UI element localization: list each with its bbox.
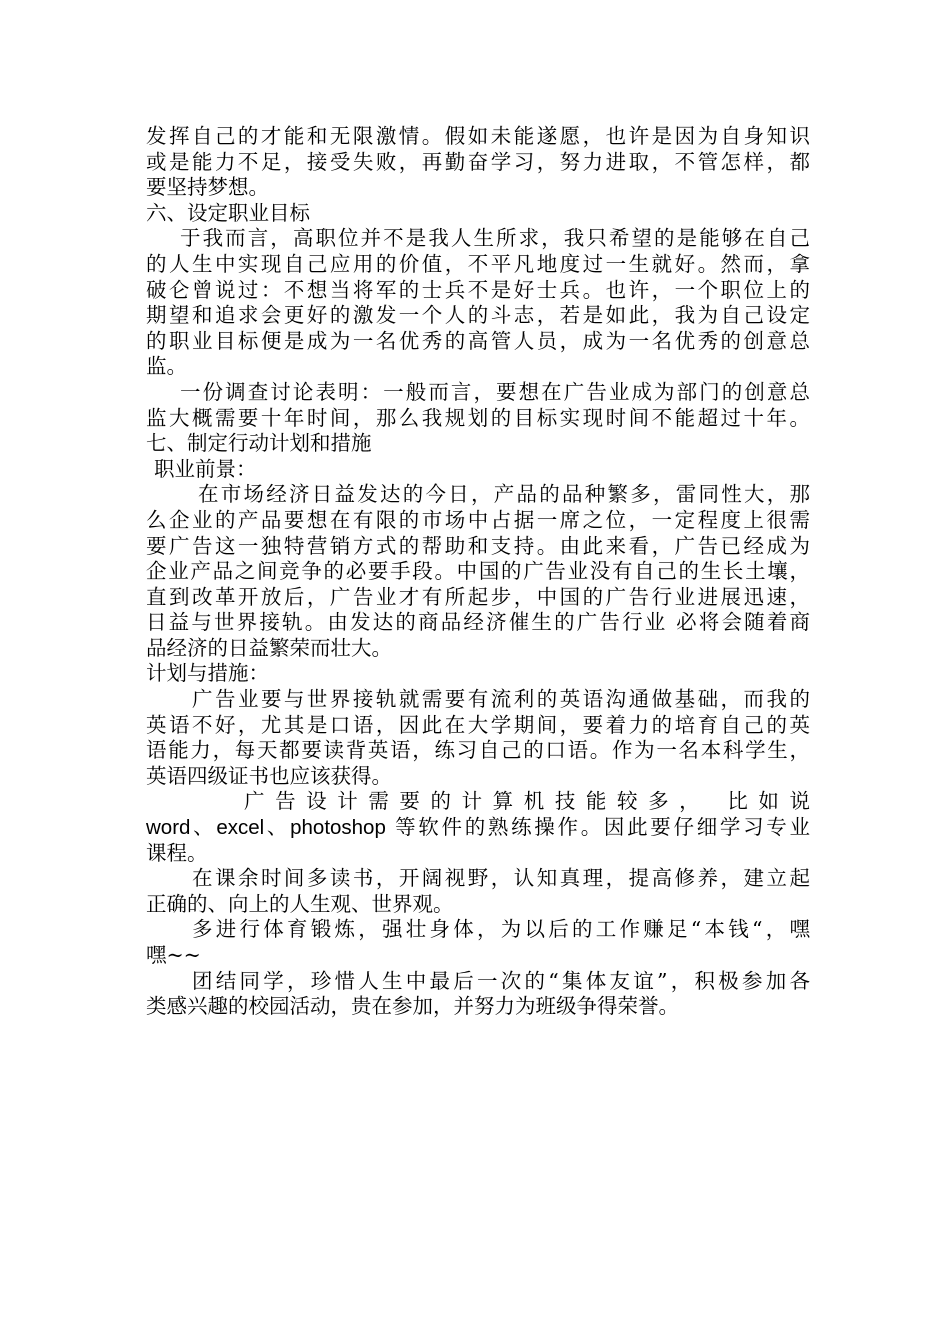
text-line: 计划与措施： bbox=[146, 661, 269, 686]
text-line: 监。 bbox=[146, 354, 187, 379]
text-line: 期望和追求会更好的激发一个人的斗志，若是如此，我为自己设定 bbox=[146, 303, 810, 328]
text-line: 类感兴趣的校园活动，贵在参加，并努力为班级争得荣誉。 bbox=[146, 994, 679, 1019]
text-line: 破仑曾说过：不想当将军的士兵不是好士兵。也许，一个职位上的 bbox=[146, 277, 810, 302]
text-line: 课程。 bbox=[146, 840, 208, 865]
text-line: 正确的、向上的人生观、世界观。 bbox=[146, 891, 454, 916]
text-line: 或是能力不足，接受失败，再勤奋学习，努力进取，不管怎样，都 bbox=[146, 149, 810, 174]
text-line: 于我而言，高职位并不是我人生所求，我只希望的是能够在自己 bbox=[180, 226, 810, 251]
text-line: 广告设计需要的计算机技能较多， 比如说 bbox=[244, 789, 810, 814]
text-line: 英语四级证书也应该获得。 bbox=[146, 763, 392, 788]
document-body bbox=[146, 124, 810, 1020]
text-line: 日益与世界接轨。由发达的商品经济催生的广告行业 必将会随着商 bbox=[146, 610, 810, 635]
text-line: 企业产品之间竞争的必要手段。中国的广告业没有自己的生长土壤， bbox=[146, 559, 810, 584]
text-line: 六、设定职业目标 bbox=[146, 200, 310, 225]
text-line: 嘿~~ bbox=[146, 943, 201, 967]
text-line: 么企业的产品要想在有限的市场中占据一席之位，一定程度上很需 bbox=[146, 507, 810, 532]
text-line: 品经济的日益繁荣而壮大。 bbox=[146, 635, 392, 660]
text-line: word、excel、photoshop 等软件的熟练操作。因此要仔细学习专业 bbox=[146, 815, 811, 840]
text-line: 广告业要与世界接轨就需要有流利的英语沟通做基础，而我的 bbox=[192, 687, 810, 712]
text-line: 七、制定行动计划和措施 bbox=[146, 431, 372, 456]
text-line: 职业前景： bbox=[154, 456, 257, 481]
text-line: 要坚持梦想。 bbox=[146, 175, 269, 200]
text-line: 在市场经济日益发达的今日，产品的品种繁多，雷同性大，那 bbox=[198, 482, 810, 507]
text-line: 语能力，每天都要读背英语，练习自己的口语。作为一名本科学生， bbox=[146, 738, 810, 763]
text-line: 要广告这一独特营销方式的帮助和支持。由此来看，广告已经成为 bbox=[146, 533, 810, 558]
text-line: 的人生中实现自己应用的价值，不平凡地度过一生就好。然而，拿 bbox=[146, 251, 810, 276]
text-line: 一份调查讨论表明：一般而言，要想在广告业成为部门的创意总 bbox=[180, 379, 810, 404]
text-line: 的职业目标便是成为一名优秀的高管人员，成为一名优秀的创意总 bbox=[146, 328, 810, 353]
text-line: 直到改革开放后，广告业才有所起步，中国的广告行业进展迅速， bbox=[146, 584, 810, 609]
text-line: 监大概需要十年时间，那么我规划的目标实现时间不能超过十年。 bbox=[146, 405, 810, 430]
text-line: 多进行体育锻炼，强壮身体，为以后的工作赚足“本钱“，嘿 bbox=[192, 917, 810, 942]
text-line: 在课余时间多读书，开阔视野，认知真理，提高修养，建立起 bbox=[192, 866, 810, 891]
text-line: 英语不好，尤其是口语，因此在大学期间，要着力的培育自己的英 bbox=[146, 712, 810, 737]
text-line: 发挥自己的才能和无限激情。假如未能遂愿，也许是因为自身知识 bbox=[146, 124, 810, 148]
text-line: 团结同学，珍惜人生中最后一次的“集体友谊”，积极参加各 bbox=[192, 968, 810, 993]
